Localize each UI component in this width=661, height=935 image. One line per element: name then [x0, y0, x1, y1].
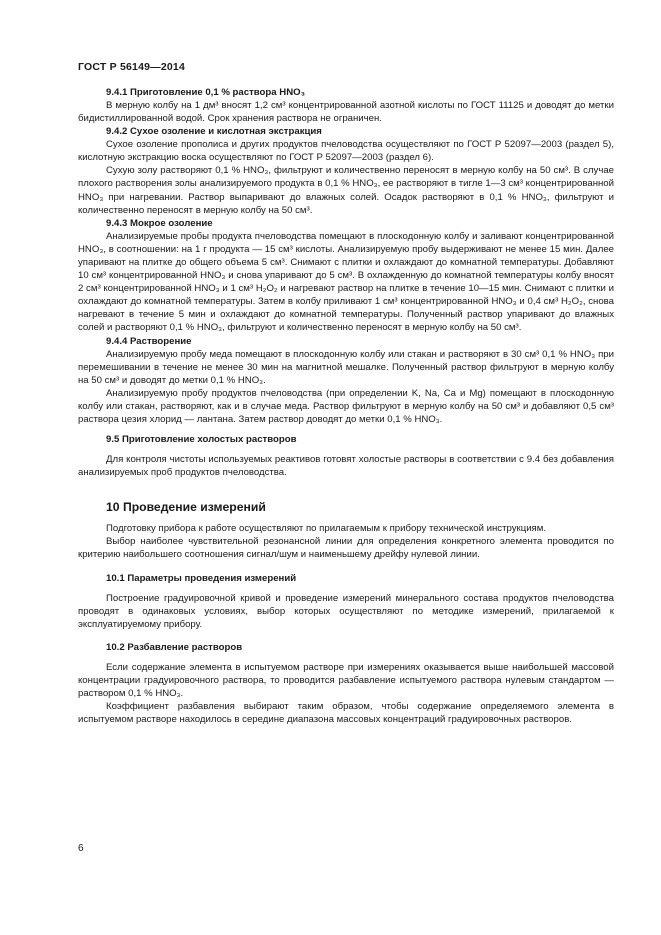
page-content [78, 86, 614, 726]
page-number: 6 [78, 843, 84, 854]
paragraph: Анализируемую пробу продуктов пчеловодства (при определении K, Na, Ca и Mg) помещают в плоскодонную колбу или стакан, растворяют, как и в случае меда. Раствор фильтруют в мерную колбу на 50 см³ и добавляют 0,5 см³ раствора цезия хлорид — лантана. Затем раствор доводят до метки 0,1 % HNO₃. [78, 387, 614, 425]
section-9-4-1-title: 9.4.1 Приготовление 0,1 % раствора HNO₃ [106, 87, 306, 98]
section-9-5-title: 9.5 Приготовление холостых растворов [106, 434, 297, 446]
document-code-header: ГОСТ Р 56149—2014 [78, 61, 186, 73]
paragraph: Сухое озоление прополиса и других продуктов пчеловодства осуществляют по ГОСТ Р 52097—2003 (раздел 5), кислотную экстракцию воска осуществляют по ГОСТ Р 52097—2003 (раздел 6). [78, 139, 614, 164]
section-9-4-2-title: 9.4.2 Сухое озоление и кислотная экстракция [106, 126, 322, 138]
paragraph: Для контроля чистоты используемых реактивов готовят холостые растворы в соответствии с 9.4 без добавления анализируемых проб продуктов пчеловодства. [78, 454, 614, 479]
paragraph: Построение градуировочной кривой и проведение измерений минерального состава продуктов пчеловодства проводят в одинаковых условиях, выбор которых осуществляют по методике измерений, прилагаемой к эксплуатируемому прибору. [78, 592, 614, 630]
paragraph: Анализируемые пробы продукта пчеловодства помещают в плоскодонную колбу и заливают концентрированной HNO₃, в соотношении: на 1 г продукта — 15 см³ кислоты. Анализируемую пробу выдерживают не менее 15 мин. Далее упаривают на плитке до общего объема 5 см³. Снимают с плитки и охлаждают до комнатной температуры. Добавляют 10 см³ концентрированной HNO₃ и снова упаривают до 5 см³. В охлажденную до комнатной температуры колбу вносят 2 см³ концентрированной HNO₃ и 1 см³ H₂O₂ и нагревают раствор на плитке в течение 10—15 мин. Снимают с плитки и охлаждают до комнатной температуры. Затем в колбу приливают 1 см³ концентрированной HNO₃ и 0,4 см³ H₂O₂, снова нагревают в течение 5 мин и охлаждают до комнатной температуры. Полученный раствор упаривают до влажных солей и растворяют 0,1 % HNO₃, фильтруют и количественно переносят в мерную колбу на 50 см³. [78, 230, 614, 334]
paragraph: Выбор наиболее чувствительной резонансной линии для определения конкретного элемента проводится по критерию наибольшего соотношения сигнал/шум и наименьшему дрейфу нулевой линии. [78, 536, 614, 561]
paragraph: Сухую золу растворяют 0,1 % HNO₃, фильтруют и количественно переносят в мерную колбу на 50 см³. В случае плохого растворения золы анализируемого продукта в 0,1 % HNO₃, ее растворяют в тигле 1—3 см³ концентрированной HNO₃ при нагревании. Раствор выпаривают до влажных солей. Осадок растворяют в 0,1 % HNO₃, фильтруют и количественно переносят в мерную колбу на 50 см³. [78, 165, 614, 216]
paragraph: Анализируемую пробу меда помещают в плоскодонную колбу или стакан и растворяют в 30 см³ 0,1 % HNO₃ при перемешивании в течение не менее 30 мин на магнитной мешалке. Полученный раствор фильтруют в мерную колбу на 50 см³ и доводят до метки 0,1 % HNO₃. [78, 348, 614, 386]
section-10-title: 10 Проведение измерений [106, 500, 266, 515]
paragraph: Коэффициент разбавления выбирают таким образом, чтобы содержание определяемого элемента в испытуемом растворе находилось в середине диапазона массовых концентраций градуировочных растворов. [78, 701, 614, 726]
paragraph: В мерную колбу на 1 дм³ вносят 1,2 см³ концентрированной азотной кислоты по ГОСТ 11125 и доводят до метки бидистиллированной водой. Срок хранения раствора не ограничен. [78, 100, 614, 125]
section-9-4-4-title: 9.4.4 Растворение [106, 335, 192, 347]
section-9-4-3-title: 9.4.3 Мокрое озоление [106, 217, 213, 229]
paragraph: Подготовку прибора к работе осуществляют по прилагаемым к прибору технической инструкциям. [106, 523, 547, 535]
section-10-1-title: 10.1 Параметры проведения измерений [106, 572, 297, 584]
section-10-2-title: 10.2 Разбавление растворов [106, 641, 243, 653]
paragraph: Если содержание элемента в испытуемом растворе при измерениях оказывается выше наибольшей массовой концентрации градуировочного раствора, то проводится разбавление испытуемого раствора нулевым стандартом — раствором 0,1 % HNO₃. [78, 661, 614, 699]
